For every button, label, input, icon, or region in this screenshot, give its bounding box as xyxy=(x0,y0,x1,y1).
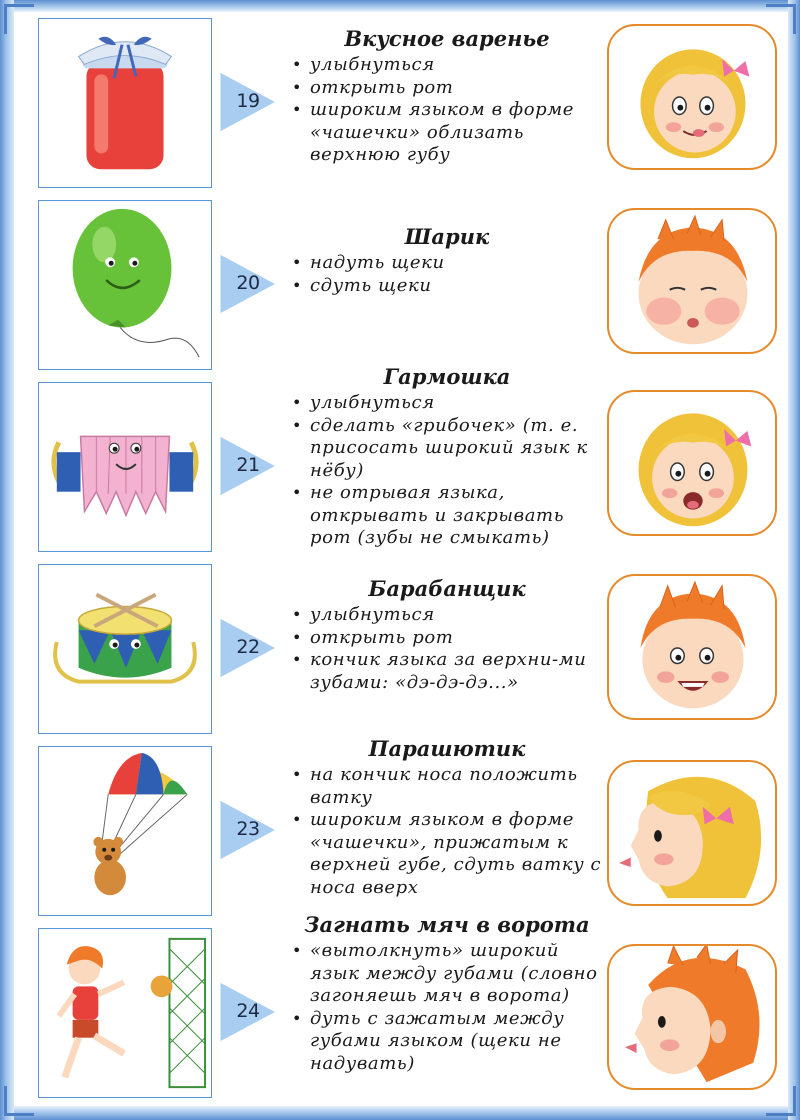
exercise-text xyxy=(288,364,606,550)
exercise-title: Загнать мяч в ворота xyxy=(304,912,590,937)
exercise-step: • улыбнуться xyxy=(288,604,606,627)
exercise-picture xyxy=(38,200,212,370)
page-border-bottom xyxy=(0,1106,800,1120)
exercise-number-badge xyxy=(218,798,278,862)
face-illustration xyxy=(607,760,777,906)
exercise-step: • на кончик носа положить ватку xyxy=(288,764,606,809)
exercise-step: • сдуть щеки xyxy=(288,275,606,298)
exercise-number: 24 xyxy=(236,1000,260,1022)
exercise-step: • улыбнуться xyxy=(288,54,606,77)
blonde-girl-open-mouth-face xyxy=(609,392,775,534)
exercise-picture xyxy=(38,746,212,916)
exercise-title: Барабанщик xyxy=(368,576,526,601)
exercise-number: 22 xyxy=(236,636,260,658)
exercise-number-badge xyxy=(218,252,278,316)
exercise-step: • улыбнуться xyxy=(288,392,606,415)
exercise-text xyxy=(288,576,606,694)
exercise-steps xyxy=(288,252,606,297)
exercise-text xyxy=(288,736,606,899)
exercise-number-badge xyxy=(218,70,278,134)
blonde-girl-licking-lip-face xyxy=(609,26,775,168)
jam-jar-icon xyxy=(39,19,211,187)
exercise-step: • дуть с зажатым между губами языком (щеки не надувать) xyxy=(288,1008,606,1076)
face-illustration xyxy=(607,208,777,354)
exercise-23 xyxy=(0,736,800,922)
drum-icon xyxy=(39,565,211,733)
exercise-step: • открыть рот xyxy=(288,77,606,100)
exercise-title: Шарик xyxy=(404,224,490,249)
parachute-bear-icon xyxy=(39,747,211,915)
exercise-number: 23 xyxy=(236,818,260,840)
exercise-number: 21 xyxy=(236,454,260,476)
exercise-step: • кончик языка за верхни-ми зубами: «дэ-дэ-дэ...» xyxy=(288,649,606,694)
exercise-text xyxy=(288,224,606,297)
exercise-step: • надуть щеки xyxy=(288,252,606,275)
exercise-20 xyxy=(0,200,800,376)
exercise-title: Парашютик xyxy=(368,736,526,761)
exercise-text xyxy=(288,912,606,1075)
exercise-19 xyxy=(0,18,800,194)
accordion-icon xyxy=(39,383,211,551)
blonde-girl-profile-face xyxy=(609,762,775,904)
exercise-steps xyxy=(288,604,606,694)
exercise-number: 20 xyxy=(236,272,260,294)
exercise-steps xyxy=(288,764,606,899)
exercise-step: • широким языком в форме «чашечки» облизать верхнюю губу xyxy=(288,99,606,167)
exercise-picture xyxy=(38,382,212,552)
exercise-number-badge xyxy=(218,434,278,498)
exercise-step: • широким языком в форме «чашечки», прижатым к верхней губе, сдуть ватку с носа вверх xyxy=(288,809,606,899)
exercise-21 xyxy=(0,364,800,558)
exercise-steps xyxy=(288,940,606,1075)
redhead-boy-smiling-face xyxy=(609,576,775,718)
exercise-22 xyxy=(0,564,800,740)
exercise-steps xyxy=(288,54,606,167)
exercise-picture xyxy=(38,564,212,734)
face-illustration xyxy=(607,24,777,170)
exercise-24 xyxy=(0,912,800,1104)
exercise-number: 19 xyxy=(236,90,260,112)
redhead-boy-puffed-cheeks-face xyxy=(609,210,775,352)
exercise-text xyxy=(288,26,606,167)
exercise-title: Гармошка xyxy=(383,364,511,389)
exercise-step: • сделать «грибочек» (т. е. присосать широкий язык к нёбу) xyxy=(288,415,606,483)
exercise-step: • «вытолкнуть» широкий язык между губами (словно загоняешь мяч в ворота) xyxy=(288,940,606,1008)
face-illustration xyxy=(607,944,777,1090)
page-border-top xyxy=(0,0,800,12)
exercise-title: Вкусное варенье xyxy=(344,26,550,51)
exercise-number-badge xyxy=(218,980,278,1044)
exercise-step: • открыть рот xyxy=(288,627,606,650)
face-illustration xyxy=(607,390,777,536)
green-balloon-icon xyxy=(39,201,211,369)
face-illustration xyxy=(607,574,777,720)
exercise-step: • не отрывая языка, открывать и закрывать рот (зубы не смыкать) xyxy=(288,482,606,550)
redhead-boy-profile-face xyxy=(609,946,775,1088)
exercise-picture xyxy=(38,928,212,1098)
exercise-number-badge xyxy=(218,616,278,680)
exercise-steps xyxy=(288,392,606,550)
boy-kicking-ball-icon xyxy=(39,929,211,1097)
exercise-picture xyxy=(38,18,212,188)
